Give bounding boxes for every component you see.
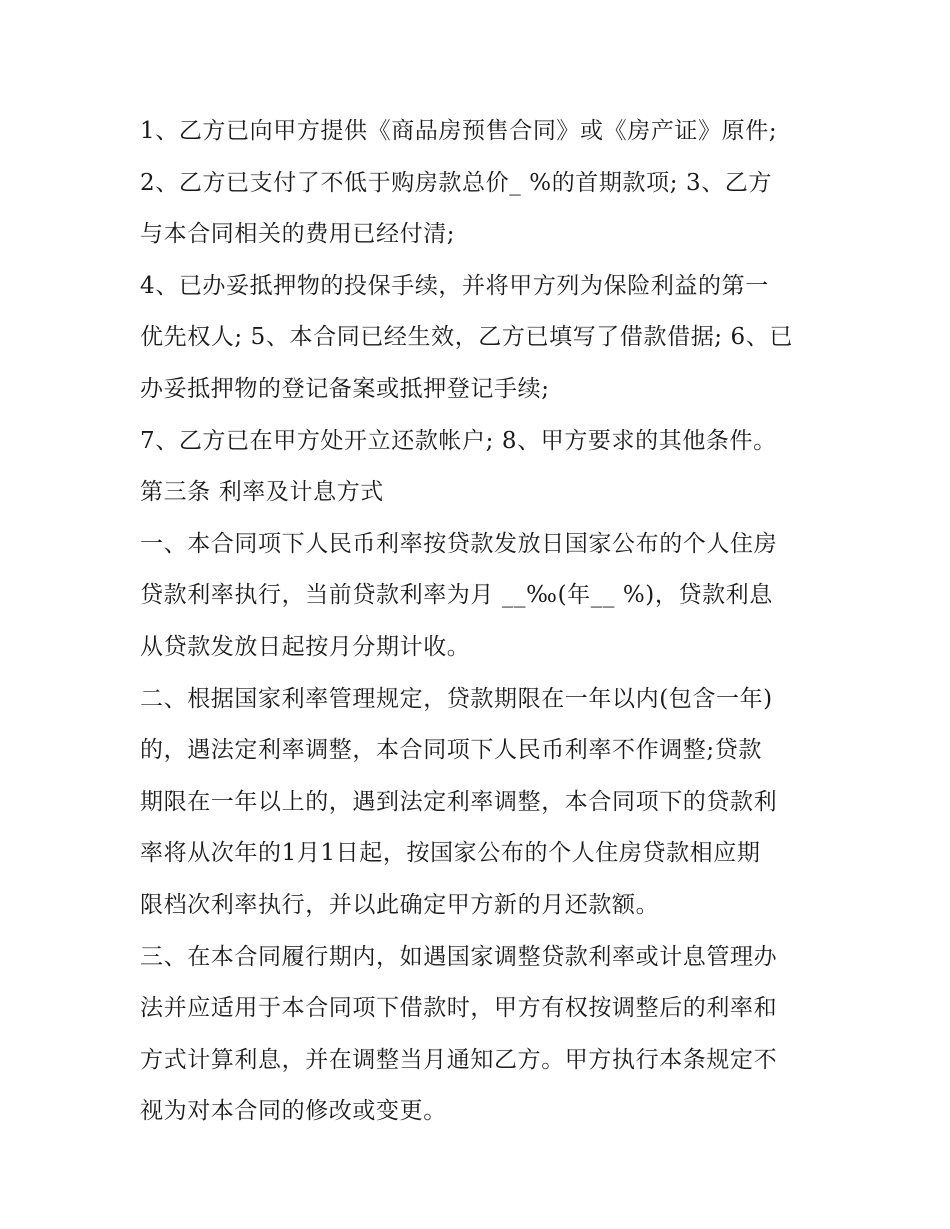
text-line-3: 与本合同相关的费用已经付清; [140, 221, 456, 248]
text-line-5: 优先权人; 5、本合同已经生效，乙方已填写了借款借据; 6、已 [140, 324, 793, 351]
section-heading: 第三条 利率及计息方式 [140, 479, 384, 506]
text-line-7: 7、乙方已在甲方处开立还款帐户; 8、甲方要求的其他条件。 [140, 427, 777, 454]
text-line-20: 视为对本合同的修改或变更。 [140, 1098, 447, 1125]
text-line-18: 法并应适用于本合同项下借款时，甲方有权按调整后的利率和 [140, 995, 778, 1022]
text-line-16: 限档次利率执行，并以此确定甲方新的月还款额。 [140, 891, 660, 918]
text-line-6: 办妥抵押物的登记备案或抵押登记手续; [140, 375, 550, 402]
text-line-19: 方式计算利息，并在调整当月通知乙方。甲方执行本条规定不 [140, 1046, 778, 1073]
text-line-13: 的，遇法定利率调整，本合同项下人民币利率不作调整;贷款 [140, 737, 762, 764]
text-line-11: 从贷款发放日起按月分期计收。 [140, 633, 471, 660]
text-line-14: 期限在一年以上的，遇到法定利率调整，本合同项下的贷款利 [140, 788, 778, 815]
text-line-10: 贷款利率执行，当前贷款利率为月 __‰(年__ %)，贷款利息 [140, 582, 773, 609]
text-line-4: 4、已办妥抵押物的投保手续，并将甲方列为保险利益的第一 [140, 272, 769, 299]
text-line-2: 2、乙方已支付了不低于购房款总价_ %的首期款项; 3、乙方 [140, 169, 772, 196]
text-line-1: 1、乙方已向甲方提供《商品房预售合同》或《房产证》原件; [140, 118, 778, 144]
text-line-12: 二、根据国家利率管理规定，贷款期限在一年以内(包含一年) [140, 685, 773, 712]
document-body [140, 106, 820, 1138]
text-line-15: 率将从次年的1月1日起，按国家公布的个人住房贷款相应期 [140, 840, 761, 867]
text-line-17: 三、在本合同履行期内，如遇国家调整贷款利率或计息管理办 [140, 943, 778, 970]
text-line-9: 一、本合同项下人民币利率按贷款发放日国家公布的个人住房 [140, 530, 778, 557]
